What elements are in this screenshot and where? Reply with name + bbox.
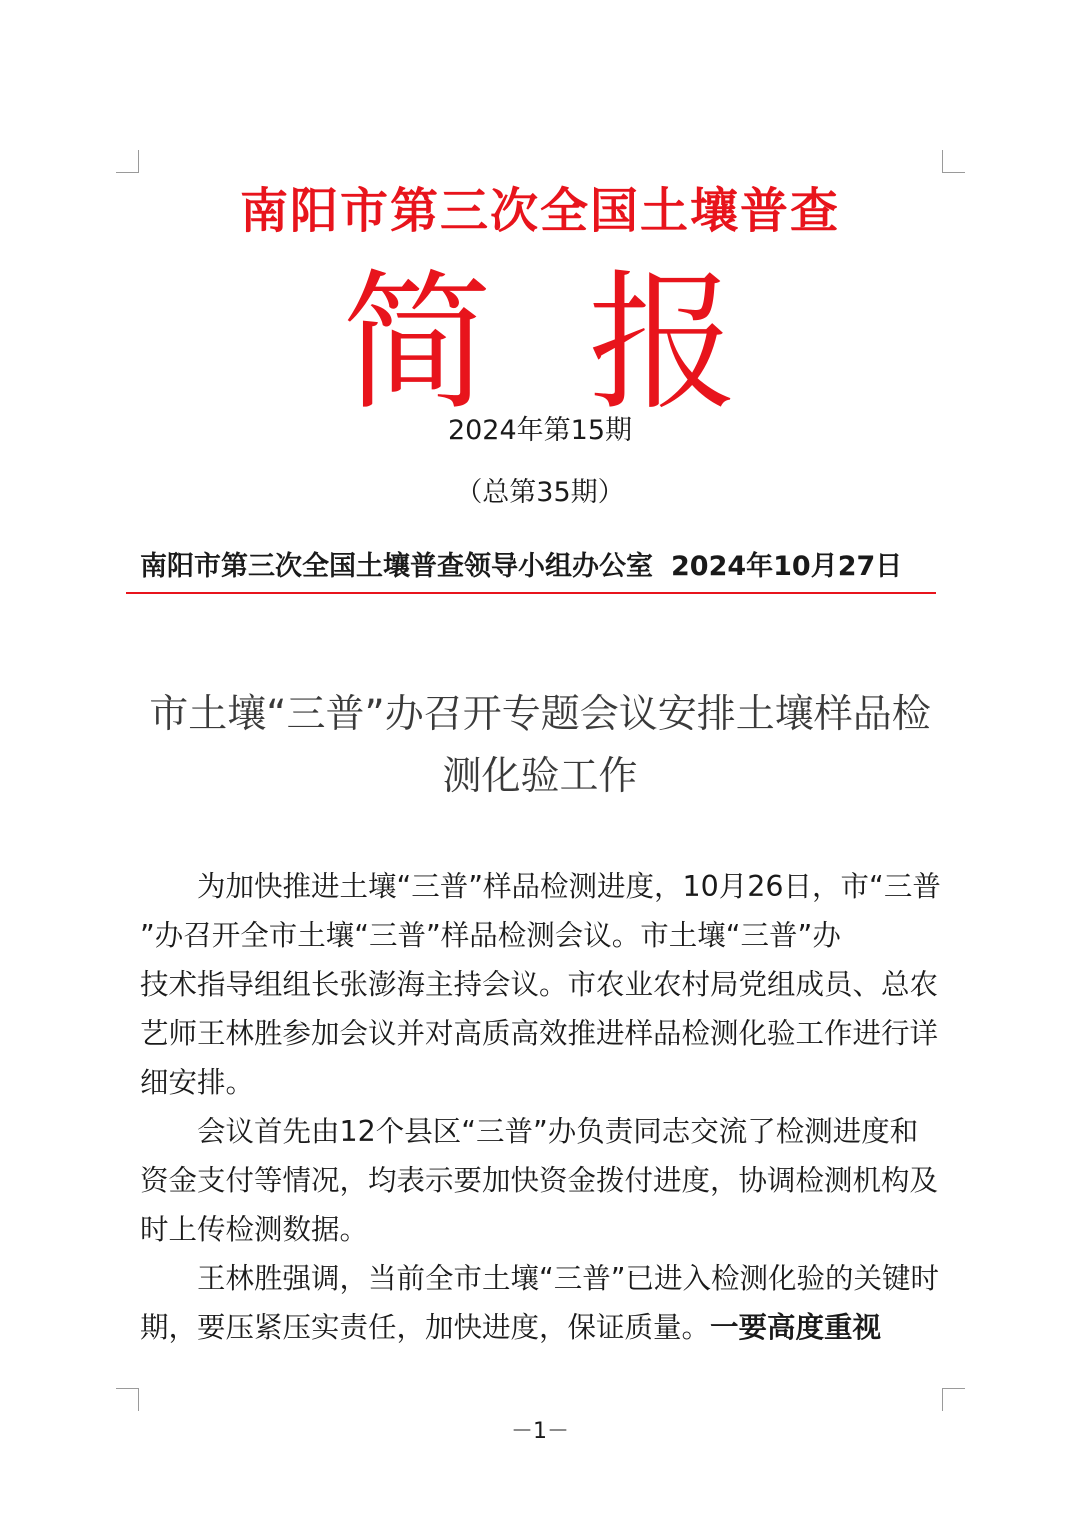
paragraph-1-rest: 技术指导组组长张澎海主持会议。市农业农村局党组成员、总农艺师王林胜参加会议并对高质高效推进样品检测化验工作进行详细安排。 xyxy=(140,968,939,1099)
paragraph-1-line-1: 为加快推进土壤“三普”样品检测进度，10月26日，市“三普 xyxy=(197,870,941,903)
publisher-name: 南阳市第三次全国土壤普查领导小组办公室 xyxy=(140,551,653,582)
crop-mark-bottom-left xyxy=(116,1388,139,1411)
paragraph-3-text: 王林胜强调，当前全市土壤“三普”已进入检测化验的关键时期，要压紧压实责任，加快进度，保证质量。 xyxy=(140,1262,940,1344)
article-body xyxy=(140,862,944,1352)
paragraph-3-bold: 一要高度重视 xyxy=(710,1311,882,1344)
paragraph-1-line-2: ”办召开全市土壤“三普”样品检测会议。市土壤“三普”办 xyxy=(140,919,841,952)
crop-mark-bottom-right xyxy=(942,1388,965,1411)
crop-mark-top-left xyxy=(116,150,139,173)
publisher-line xyxy=(140,544,902,583)
crop-mark-top-right xyxy=(942,150,965,173)
paragraph-3 xyxy=(140,1254,944,1352)
paragraph-2: 会议首先由12个县区“三普”办负责同志交流了检测进度和资金支付等情况，均表示要加快资金拨付进度，协调检测机构及时上传检测数据。 xyxy=(140,1115,939,1246)
headline-line-1: 市土壤“三普”办召开专题会议安排土壤样品检 xyxy=(149,692,931,737)
publish-date: 2024年10月27日 xyxy=(671,551,903,582)
masthead-title-char-bao: 报 xyxy=(588,257,739,431)
masthead-title xyxy=(0,222,1080,438)
masthead-org-title: 南阳市第三次全国土壤普查 xyxy=(239,183,840,239)
issue-total: （总第35期） xyxy=(455,477,625,508)
masthead-title-char-jian: 简 xyxy=(341,257,492,431)
page-number: －1－ xyxy=(511,1419,569,1444)
article-headline xyxy=(140,684,940,808)
issue-number: 2024年第15期 xyxy=(447,415,633,446)
red-divider xyxy=(126,592,936,594)
headline-line-2: 测化验工作 xyxy=(442,754,638,799)
